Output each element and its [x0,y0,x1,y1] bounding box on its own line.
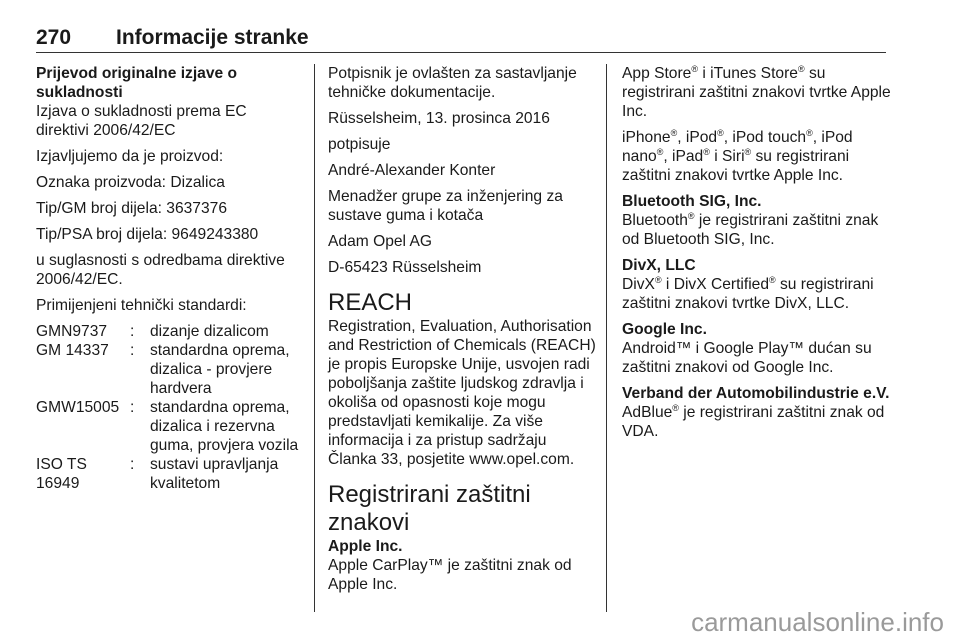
product-designation: Oznaka proizvoda: Dizalica [36,174,225,191]
divx-text: DivX® i DivX Certified® su registrirani zaštitni znakovi tvrtke DivX, LLC. [622,274,874,312]
column-trademarks [622,64,892,448]
page-number: 270 [36,26,72,49]
column-divider-2 [606,64,607,612]
watermark: carmanualsonline.info [691,607,944,637]
google-text: Android™ i Google Play™ dućan su zaštitni znakovi od Google Inc. [622,340,872,376]
standard-code: GMN9737 [36,323,108,340]
divx-heading: DivX, LLC [622,257,696,274]
standard-description: sustavi upravljanja kvalitetom [150,456,279,492]
standard-row [36,455,302,493]
signatory-name: André-Alexander Konter [328,162,496,179]
standard-code: ISO TS 16949 [36,456,87,492]
standard-colon: : [130,342,135,359]
standard-code: GMW15005 [36,399,120,416]
standards-table [36,322,302,493]
standard-description: dizanje dizalicom [150,323,269,340]
company-name: Adam Opel AG [328,233,433,250]
app-store-text: App Store® i iTunes Store® su registrirani zaštitni znakovi tvrtke Apple Inc. [622,63,891,120]
standard-colon: : [130,456,135,473]
standard-description: standardna oprema, dizalica - provjere hardvera [150,342,290,397]
google-heading: Google Inc. [622,321,707,338]
standard-row [36,322,302,341]
bluetooth-heading: Bluetooth SIG, Inc. [622,193,762,210]
standard-colon: : [130,323,135,340]
vda-text: AdBlue® je registrirani zaštitni znak od VDA. [622,402,885,440]
column-divider-1 [314,64,315,612]
signatory-text: Potpisnik je ovlašten za sastavljanje tehničke dokumentacije. [328,65,577,101]
psa-part-number: Tip/PSA broj dijela: 9649243380 [36,226,259,243]
place-date: Rüsselsheim, 13. prosinca 2016 [328,110,550,127]
signed-label: potpisuje [328,136,391,153]
column-signatory-reach [328,64,598,601]
declaration-statement: Izjavljujemo da je proizvod: [36,148,224,165]
standard-description: standardna oprema, dizalica i rezervna guma, provjera vozila [150,399,299,454]
vda-heading: Verband der Automobilindustrie e.V. [622,385,890,402]
apple-carplay-text: Apple CarPlay™ je zaštitni znak od Apple Inc. [328,557,572,593]
standard-row [36,341,302,398]
bluetooth-text: Bluetooth® je registrirani zaštitni znak od Bluetooth SIG, Inc. [622,210,879,248]
company-address: D-65423 Rüsselsheim [328,259,482,276]
directive-compliance: u suglasnosti s odredbama direktive 2006/42/EC. [36,252,285,288]
signatory-position: Menadžer grupe za inženjering za sustave guma i kotača [328,188,563,224]
reach-heading: REACH [328,289,413,316]
column-declaration [36,64,302,493]
standard-colon: : [130,399,135,416]
page-header [36,24,886,53]
gm-part-number: Tip/GM broj dijela: 3637376 [36,200,227,217]
standard-row [36,398,302,455]
trademarks-heading: Registrirani zaštitni znakovi [328,481,531,536]
apple-heading: Apple Inc. [328,538,403,555]
declaration-heading: Prijevod originalne izjave o sukladnosti [36,65,238,101]
iphone-text: iPhone®, iPod®, iPod touch®, iPod nano®, iPad® i Siri® su registrirani zaštitni znakovi tvrtke Apple Inc. [622,127,853,184]
page-title: Informacije stranke [116,26,309,49]
standards-label: Primijenjeni tehnički standardi: [36,297,247,314]
standard-code: GM 14337 [36,342,109,359]
declaration-intro: Izjava o sukladnosti prema EC direktivi 2006/42/EC [36,103,247,139]
reach-text: Registration, Evaluation, Authorisation and Restriction of Chemicals (REACH) je propis Europske Unije, usvojen radi poboljšanja zaštite ljudskog zdravlja i okoliša od opasnosti koje mogu predstavljati kemikalije. Za više informacija i za pristup sadržaju Članka 33, posjetite www.opel.com. [328,318,596,468]
